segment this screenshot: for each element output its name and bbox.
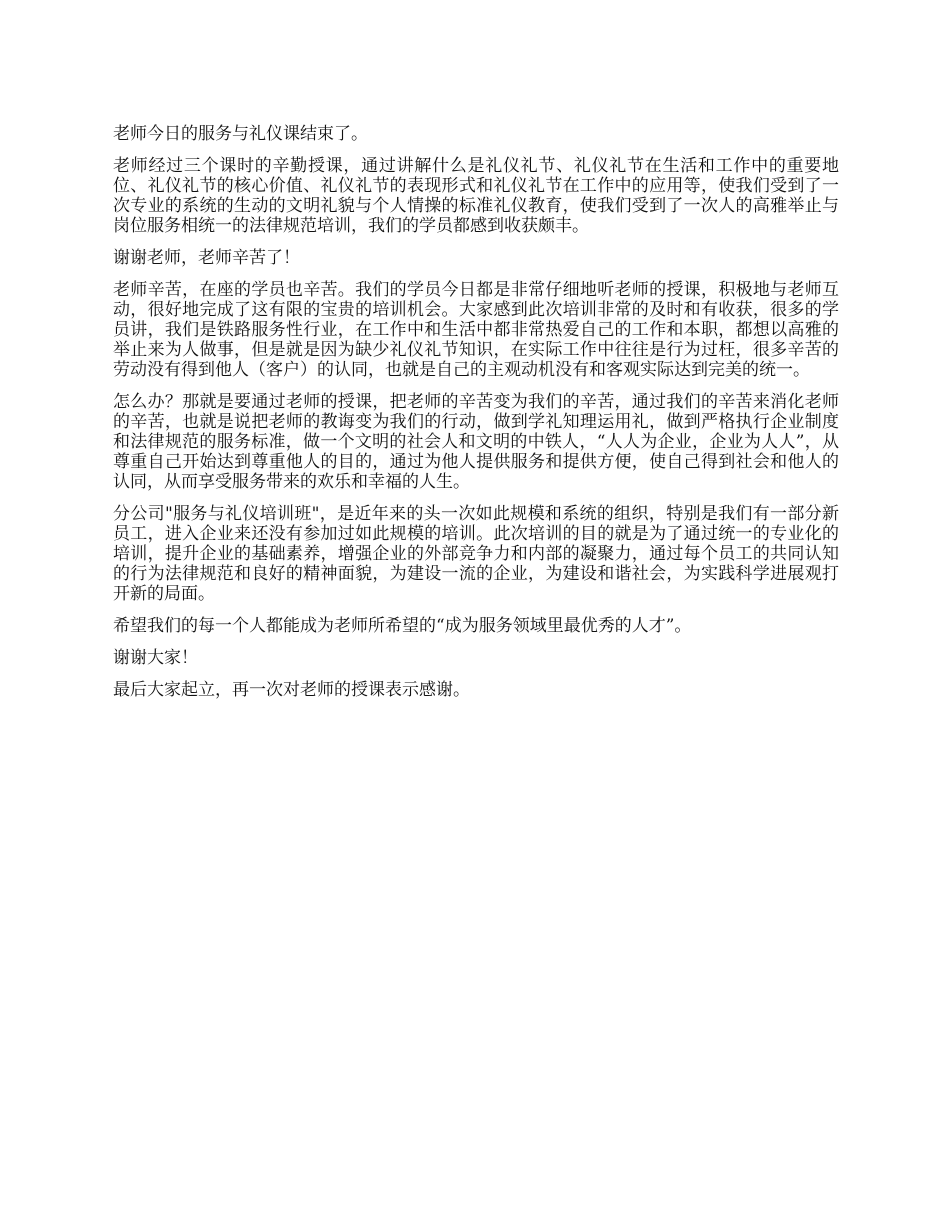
paragraph-training-purpose: 分公司"服务与礼仪培训班"，是近年来的头一次如此规模和系统的组织，特别是我们有一部分新员工，进入企业来还没有参加过如此规模的培训。此次培训的目的就是为了通过统一的专业化的培训，提升企业的基础素养，增强企业的外部竞争力和内部的凝聚力，通过每个员工的共同认知的行为法律规范和良好的精神面貌，为建设一流的企业，为建设和谐社会，为实践科学进展观打开新的局面。 [113, 504, 839, 604]
document-body [113, 124, 839, 712]
paragraph-student-feedback: 老师辛苦，在座的学员也辛苦。我们的学员今日都是非常仔细地听老师的授课，积极地与老师互动，很好地完成了这有限的宝贵的培训机会。大家感到此次培训非常的及时和有收获，很多的学员讲，我们是铁路服务性行业，在工作中和生活中都非常热爱自己的工作和本职，都想以高雅的举止来为人做事，但是就是因为缺少礼仪礼节知识，在实际工作中往往是行为过枉，很多辛苦的劳动没有得到他人（客户）的认同，也就是自己的主观动机没有和客观实际达到完美的统一。 [113, 280, 839, 380]
paragraph-final-thanks: 最后大家起立，再一次对老师的授课表示感谢。 [113, 680, 470, 700]
paragraph-thanks-teacher: 谢谢老师，老师辛苦了！ [113, 248, 300, 268]
paragraph-what-to-do: 怎么办？那就是要通过老师的授课，把老师的辛苦变为我们的辛苦，通过我们的辛苦来消化老师的辛苦，也就是说把老师的教诲变为我们的行动，做到学礼知理运用礼，做到严格执行企业制度和法律规范的服务标准，做一个文明的社会人和文明的中铁人，“人人为企业，企业为人人”，从尊重自己开始达到尊重他人的目的，通过为他人提供服务和提供方便，使自己得到社会和他人的认同，从而享受服务带来的欢乐和幸福的人生。 [113, 392, 839, 492]
paragraph-thanks-everyone: 谢谢大家！ [113, 648, 198, 668]
paragraph-closing-announcement: 老师今日的服务与礼仪课结束了。 [113, 124, 368, 144]
paragraph-course-summary: 老师经过三个课时的辛勤授课，通过讲解什么是礼仪礼节、礼仪礼节在生活和工作中的重要地位、礼仪礼节的核心价值、礼仪礼节的表现形式和礼仪礼节在工作中的应用等，使我们受到了一次专业的系统的生动的文明礼貌与个人情操的标准礼仪教育，使我们受到了一次人的高雅举止与岗位服务相统一的法律规范培训，我们的学员都感到收获颇丰。 [113, 156, 839, 236]
paragraph-hope: 希望我们的每一个人都能成为老师所希望的“成为服务领域里最优秀的人才”。 [113, 616, 692, 636]
